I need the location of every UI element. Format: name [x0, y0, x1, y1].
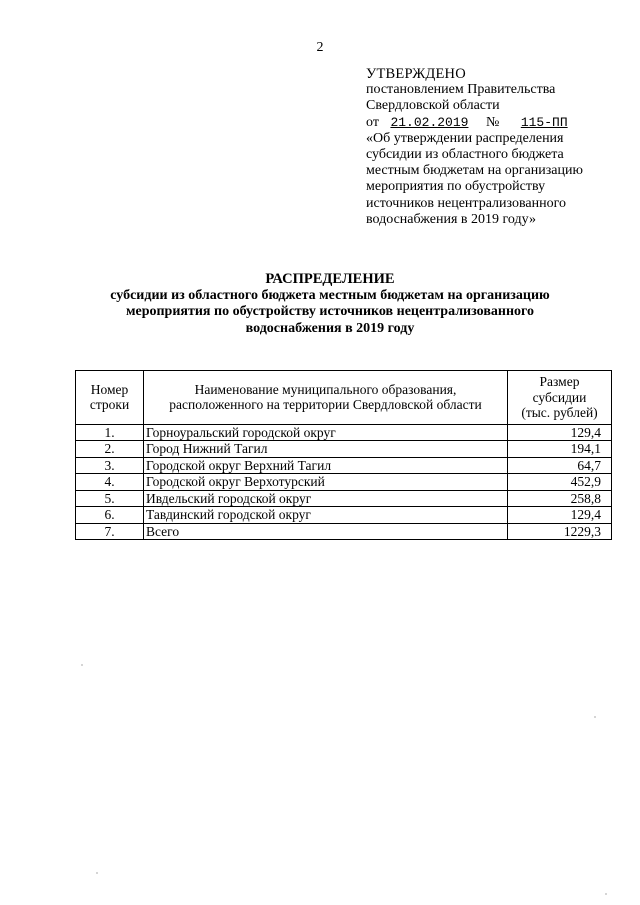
row-number-cell: 3.: [76, 457, 144, 474]
table-row: [76, 523, 612, 540]
row-number-cell: 5.: [76, 490, 144, 507]
header-text-line: расположенного на территории Свердловской области: [169, 397, 482, 413]
number-prefix: №: [485, 114, 500, 130]
header-text-line: Наименование муниципального образования,: [194, 381, 457, 397]
distribution-table: [75, 370, 612, 540]
decree-title-line: мероприятия по обустройству: [366, 179, 546, 195]
approval-line-1: постановлением Правительства: [366, 82, 556, 98]
header-text-line: (тыс. рублей): [521, 405, 598, 420]
subsidy-amount-cell: 129,4: [508, 424, 612, 441]
row-number-cell: 1.: [76, 424, 144, 441]
subsidy-amount-cell: 258,8: [508, 490, 612, 507]
municipality-cell: Город Нижний Тагил: [144, 441, 508, 458]
header-text-line: Размер: [539, 374, 580, 389]
municipality-cell: Ивдельский городской округ: [144, 490, 508, 507]
table-row: [76, 474, 612, 491]
row-number-cell: 4.: [76, 474, 144, 491]
header-text-line: строки: [89, 397, 130, 413]
table-row: [76, 457, 612, 474]
subtitle-line: мероприятия по обустройству источников нецентрализованного: [125, 304, 535, 319]
header-subsidy-amount: [508, 371, 612, 425]
header-row-number: [76, 371, 144, 425]
approval-line-2: Свердловской области: [366, 98, 500, 114]
date-prefix: от: [366, 114, 379, 130]
approval-block: [366, 66, 616, 228]
subsidy-amount-cell: 64,7: [508, 457, 612, 474]
subtitle-line: водоснабжения в 2019 году: [245, 320, 415, 336]
page-number: 2: [316, 40, 324, 55]
table-row: [76, 424, 612, 441]
document-title: [60, 271, 600, 337]
table-body: [76, 424, 612, 540]
approval-date-number-line: [366, 115, 616, 131]
subsidy-amount-cell: 194,1: [508, 441, 612, 458]
table-row: [76, 507, 612, 524]
subsidy-amount-cell: 1229,3: [508, 523, 612, 540]
row-number-cell: 2.: [76, 441, 144, 458]
municipality-cell: Городской округ Верхний Тагил: [144, 457, 508, 474]
table-row: [76, 441, 612, 458]
header-municipality: [144, 371, 508, 425]
decree-title-line: местным бюджетам на организацию: [366, 163, 583, 179]
header-text-line: субсидии: [532, 389, 587, 405]
scan-speck: [594, 716, 596, 718]
scan-speck: [81, 664, 83, 666]
decree-title-line: субсидии из областного бюджета: [366, 147, 564, 163]
row-number-cell: 7.: [76, 523, 144, 540]
scan-speck: [96, 872, 98, 874]
date-value: 21.02.2019: [390, 114, 469, 130]
municipality-cell: Горноуральский городской округ: [144, 424, 508, 441]
row-number-cell: 6.: [76, 507, 144, 524]
table-row: [76, 490, 612, 507]
decree-title-line: «Об утверждении распределения: [366, 130, 564, 146]
decree-title-line: источников нецентрализованного: [366, 195, 566, 211]
municipality-cell: Всего: [144, 523, 508, 540]
subsidy-amount-cell: 129,4: [508, 507, 612, 524]
document-subtitle: [60, 288, 600, 338]
approval-decree-title: [366, 131, 616, 228]
document-heading: РАСПРЕДЕЛЕНИЕ: [265, 271, 395, 287]
subtitle-line: субсидии из областного бюджета местным бюджетам на организацию: [110, 287, 550, 303]
municipality-cell: Тавдинский городской округ: [144, 507, 508, 524]
header-text-line: Номер: [90, 381, 129, 397]
municipality-cell: Городской округ Верхотурский: [144, 474, 508, 491]
decree-title-line: водоснабжения в 2019 году»: [366, 211, 536, 227]
table-header-row: [76, 371, 612, 425]
scan-speck: [605, 893, 607, 895]
subsidy-amount-cell: 452,9: [508, 474, 612, 491]
number-value: 115-ПП: [520, 114, 568, 130]
approval-stamp: УТВЕРЖДЕНО: [366, 66, 466, 82]
